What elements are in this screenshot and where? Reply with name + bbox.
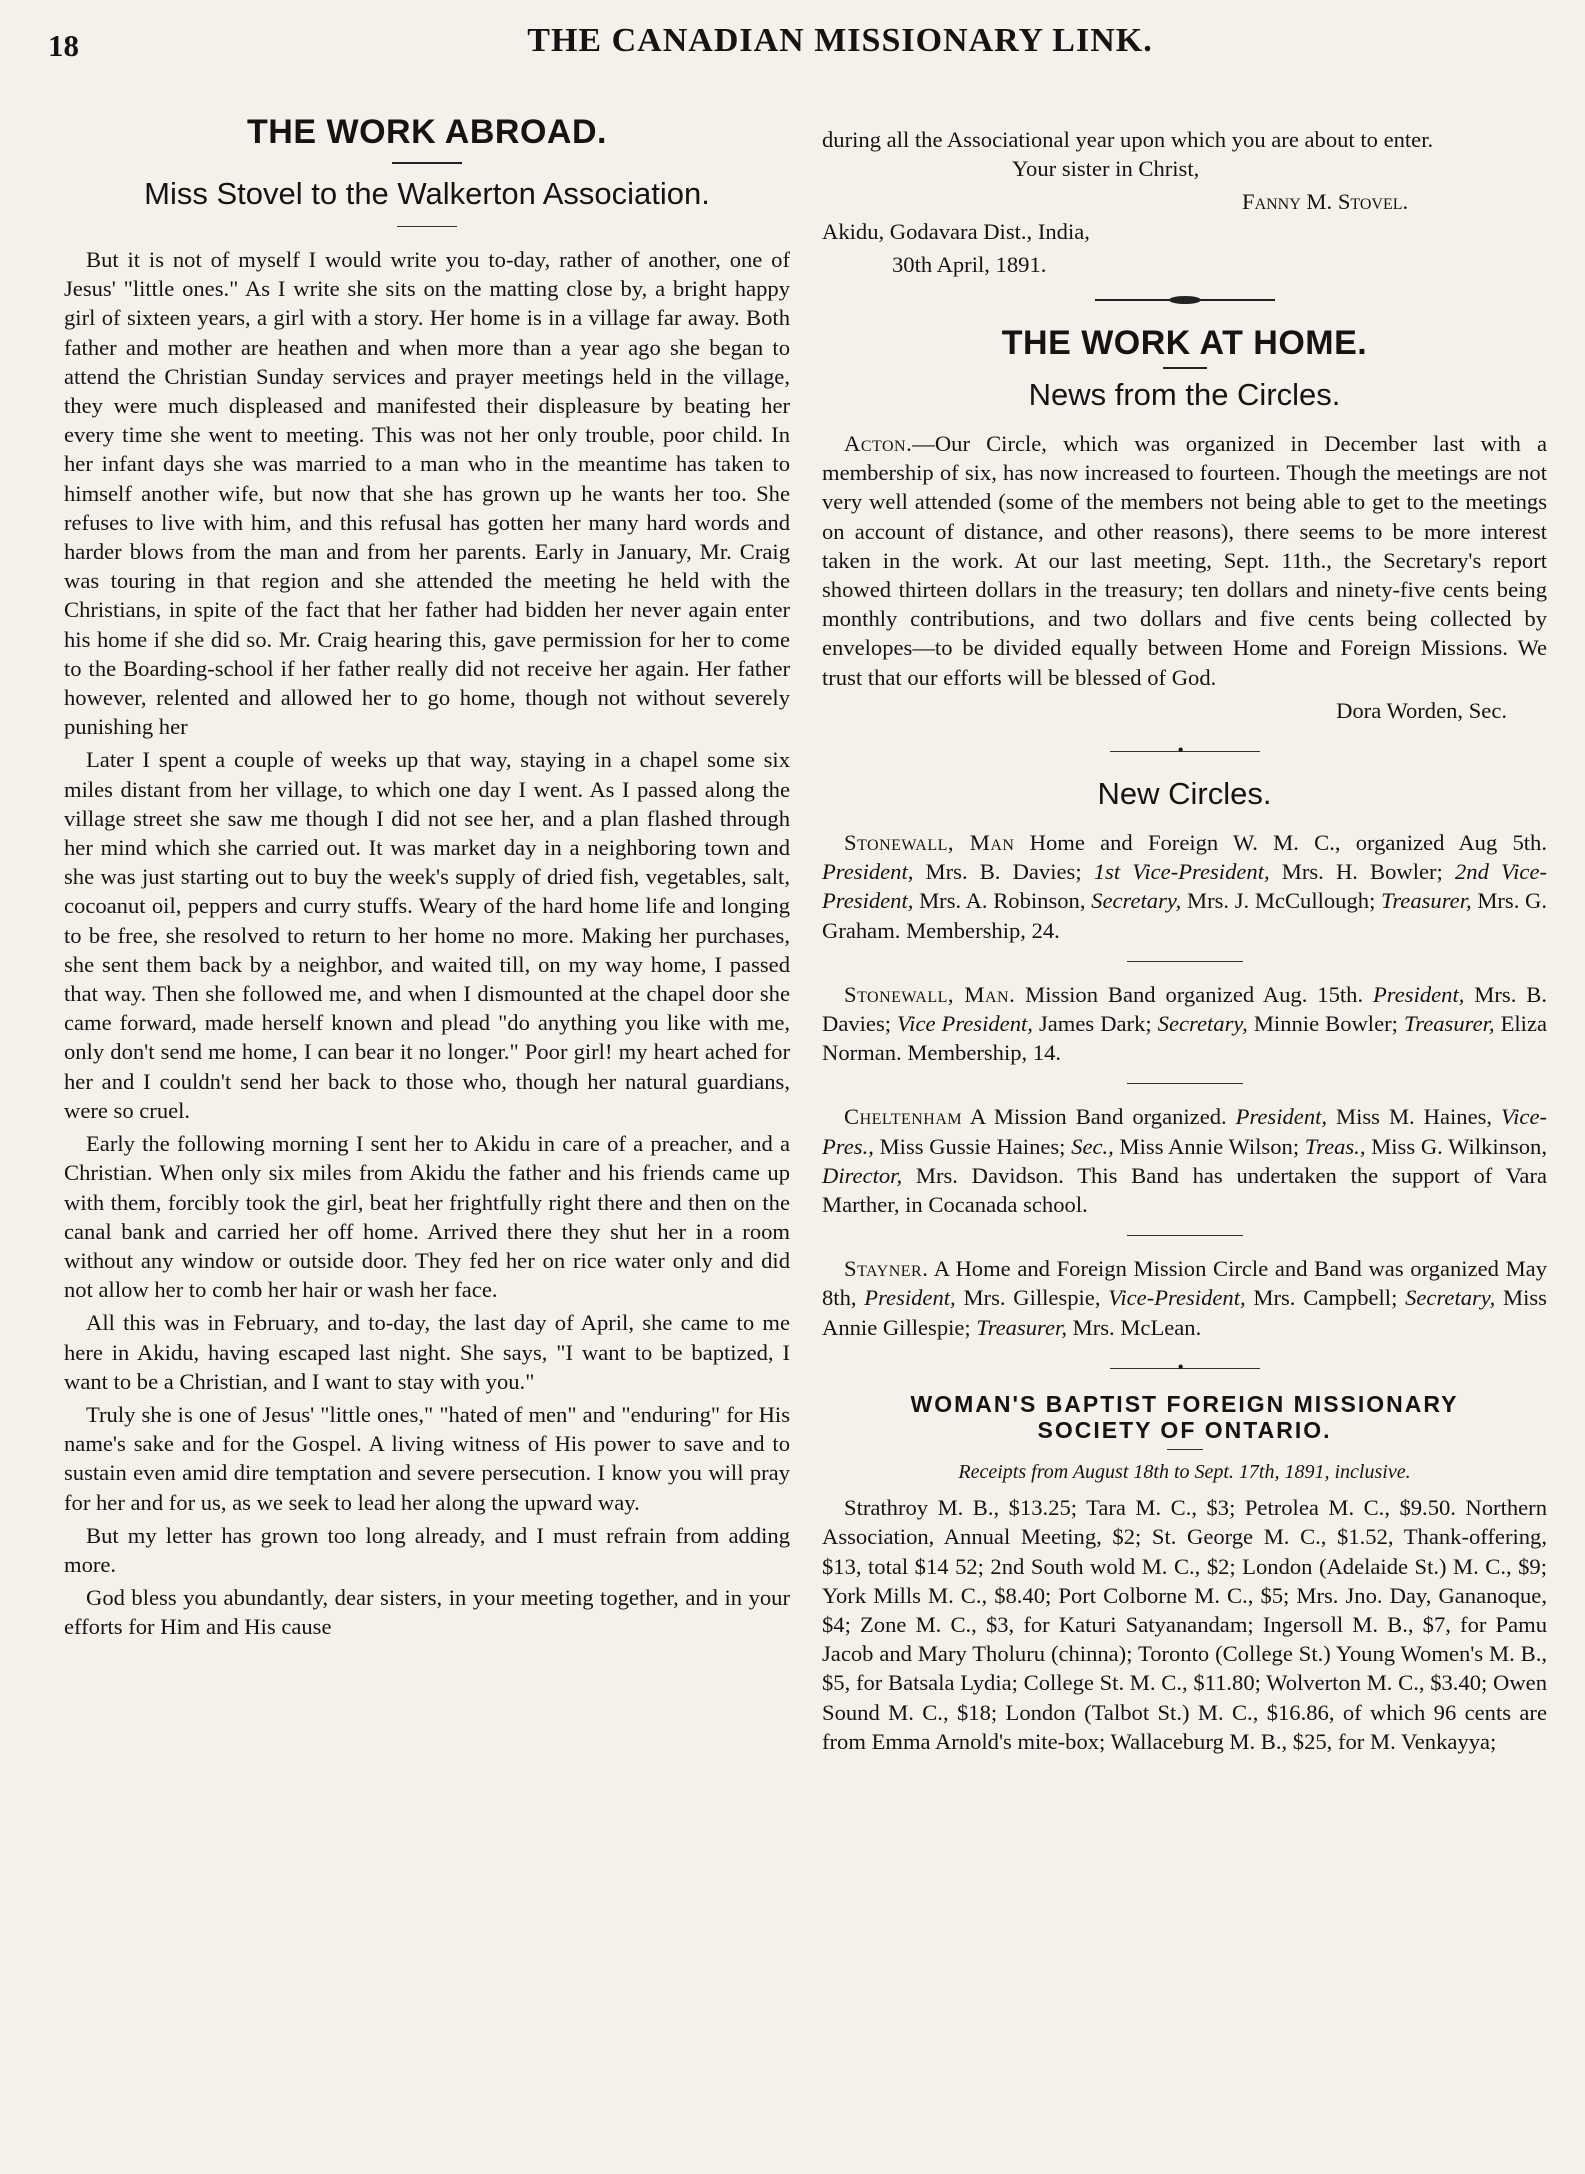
separator-rule: [1127, 1235, 1243, 1236]
officer-name: Mrs. Davidson. This Band has undertaken the support of Vara Marther, in Cocanada school.: [822, 1162, 1547, 1218]
officer-name: Miss G. Wilkinson,: [1365, 1133, 1547, 1159]
dateline-place: Akidu, Godavara Dist., India,: [822, 218, 1090, 244]
officer-name: Miss Annie Gillespie;: [822, 1285, 1547, 1340]
officer-name: Mrs. Campbell;: [1245, 1285, 1406, 1311]
office-title: Vice President,: [897, 1011, 1033, 1037]
circle-entry: [822, 1102, 1547, 1219]
paragraph: But it is not of myself I would write you to-day, rather of another, one of Jesus' "little ones." As I write she sits on the matting close by, a bright happy girl of sixteen years, a girl with a story. Her home is in a village far away. Both father and mother are heathen and when more than a year ago she began to attend the Christian Sunday services and prayer meetings held in the village, they were much displeased and manifested their displeasure by beating her every time she went to meeting. This was not her only trouble, poor child. In her infant days she was married to a man who in the meantime has taken to himself another wife, but now that she has grown up he wants her too. She refuses to live with him, and this refusal has gotten her many hard words and harder blows from the man and from her parents. Early in January, Mr. Craig was touring in that region and she attended the meeting he held with the Christians, in spite of the fact that her father had bidden her never again enter his home if she did so. Mr. Craig hearing this, gave permission for her to come to the Boarding-school if her father really did not receive her again. Her father however, relented and allowed her to go home, though not without severely punishing her: [64, 247, 790, 740]
society-heading: SOCIETY OF ONTARIO.: [1037, 1416, 1332, 1443]
entry-text: A Mission Band organized.: [962, 1104, 1236, 1130]
officer-name: Mrs. G. Graham. Membership, 24.: [822, 888, 1548, 943]
paragraph: God bless you abundantly, dear sisters, in your meeting together, and in your efforts for Him and His cause: [64, 1585, 790, 1640]
office-title: Treasurer,: [1381, 888, 1472, 914]
rule: [392, 162, 462, 164]
officer-name: Minnie Bowler;: [1247, 1011, 1404, 1037]
paragraph: All this was in February, and to-day, the last day of April, she came to me here in Akidu, having escaped last night. She says, "I want to be baptized, I want to be a Christian, and I want to stay with you.": [64, 1310, 790, 1394]
continuation-text: during all the Associational year upon which you are about to enter.: [822, 127, 1434, 152]
acton-report: [822, 429, 1547, 692]
society-heading: WOMAN'S BAPTIST FOREIGN MISSIONARY: [910, 1390, 1459, 1417]
ornament-rule: [1110, 1368, 1260, 1369]
entry-text: Mission Band organized Aug. 15th.: [1015, 981, 1373, 1007]
section-heading-work-at-home: THE WORK AT HOME.: [1001, 324, 1368, 363]
office-title: Director,: [822, 1162, 903, 1188]
right-column: [822, 125, 1547, 1756]
paragraph: Later I spent a couple of weeks up that way, staying in a chapel some six miles distant from her village, to which one day I went. As I passed along the village street she saw me though I did not see her, and a plan flashed through her mind which she carried out. It was market day in a neighboring town and she was just starting out to buy the week's supply of dried fish, vegetables, salt, cocoanut oil, peppers and curry stuffs. Weary of the hard home life and longing to be free, she resolved to return to her home no more. Making her purchases, she sent them back by a neighbor, and waited till, on my way home, I passed that way. Then she followed me, and when I dismounted at the chapel door she came forward, made herself known and plead "do anything you like with me, only don't send me home, I can bear it no longer." Poor girl! my heart ached for her and I couldn't send her back to those who, though her natural guardians, were so cruel.: [64, 747, 790, 1123]
office-title: Vice-President,: [1108, 1285, 1246, 1311]
place-name: Stayner.: [844, 1256, 929, 1282]
place-name: Acton.: [844, 431, 913, 457]
office-title: President,: [864, 1285, 956, 1311]
article-title: Miss Stovel to the Walkerton Association.: [144, 176, 710, 211]
closing-salutation: Your sister in Christ,: [1012, 156, 1200, 182]
office-title: 2nd Vice-President,: [822, 859, 1547, 914]
entry-text: Home and Foreign W. M. C., organized Aug 5th.: [1014, 830, 1548, 856]
subheading-news-from-circles: News from the Circles.: [1028, 377, 1341, 413]
place-name: Stonewall, Man: [844, 830, 1015, 856]
rule: [1167, 1449, 1203, 1450]
officer-name: Eliza Norman. Membership, 14.: [822, 1011, 1547, 1066]
separator-rule: [1127, 1083, 1243, 1084]
place-name: Cheltenham: [844, 1104, 963, 1130]
receipts-list: Strathroy M. B., $13.25; Tara M. C., $3; Petrolea M. C., $9.50. Northern Association, Annual Meeting, $2; St. George M. C., $1.52, Thank-offering, $13, total $14 52; 2nd South wold M. C., $2; London (Adelaide St.) M. C., $9; York Mills M. C., $8.40; Port Colborne M. C., $5; Mrs. Jno. Day, Gananoque, $4; Zone M. C., $3, for Katuri Satyanandam; Ingersoll M. B., $7, for Pamu Jacob and Mary Tholuru (chinna); Toronto (College St.) Young Women's M. B., $5, for Batsala Lydia; College St. M. C., $11.80; Wolverton M. C., $3.40; Owen Sound M. C., $18; London (Talbot St.) M. C., $16.86, of which 96 cents are from Emma Arnold's mite-box; Wallaceburg M. B., $25, for M. Venkayya;: [822, 1495, 1547, 1754]
office-title: President,: [1373, 981, 1465, 1007]
subheading-new-circles: New Circles.: [1097, 776, 1272, 812]
report-signature: Dora Worden, Sec.: [1336, 697, 1507, 723]
office-title: 1st Vice-President,: [1093, 859, 1270, 885]
circle-entry: [822, 980, 1547, 1068]
receipts-subtitle: Receipts from August 18th to Sept. 17th, 1891, inclusive.: [958, 1460, 1411, 1483]
ornament-rule: [1110, 751, 1260, 752]
officer-name: Mrs. J. McCullough;: [1181, 888, 1382, 914]
report-text: —Our Circle, which was organized in December last with a membership of six, has now increased to fourteen. Though the meetings are not very well attended (some of the members not being able to get to the meetings on account of distance, and other reasons), there seems to be more interest taken in the work. At our last meeting, Sept. 11th., the Secretary's report showed thirteen dollars in the treasury; ten dollars and ninety-five cents being monthly contributions, and two dollars and five cents being collected by envelopes—to be divided equally between Home and Foreign Missions. We trust that our efforts will be blessed of God.: [822, 431, 1547, 690]
office-title: Secretary,: [1405, 1285, 1496, 1311]
section-heading-work-abroad: THE WORK ABROAD.: [247, 113, 607, 151]
page-number: 18: [48, 28, 79, 63]
office-title: Secretary,: [1157, 1011, 1248, 1037]
circle-entry: [822, 828, 1547, 945]
dateline: [822, 217, 1547, 279]
office-title: Secretary,: [1091, 888, 1182, 914]
left-column: [64, 112, 790, 1642]
rule: [397, 226, 457, 227]
office-title: Sec.,: [1071, 1133, 1114, 1159]
officer-name: Mrs. B. Davies;: [822, 981, 1547, 1037]
officer-name: Miss Gussie Haines;: [873, 1133, 1072, 1159]
officer-name: Mrs. A. Robinson,: [913, 888, 1092, 914]
office-title: Treasurer,: [1403, 1011, 1495, 1037]
running-header: THE CANADIAN MISSIONARY LINK.: [527, 22, 1153, 59]
office-title: President,: [1235, 1104, 1328, 1130]
officer-name: Miss Annie Wilson;: [1113, 1133, 1305, 1159]
officer-name: Mrs. McLean.: [1066, 1314, 1202, 1340]
officer-name: Mrs. B. Davies;: [913, 859, 1094, 885]
ornament-rule: [1095, 299, 1275, 301]
officer-name: Miss M. Haines,: [1327, 1104, 1502, 1130]
officer-name: Mrs. Gillespie,: [955, 1285, 1109, 1311]
letter-closing: [822, 154, 1547, 216]
office-title: President,: [822, 859, 914, 885]
signature: Fanny M. Stovel.: [1242, 189, 1409, 215]
circle-entry: [822, 1254, 1547, 1342]
separator-rule: [1127, 961, 1243, 962]
officer-name: James Dark;: [1032, 1011, 1158, 1037]
dateline-date: 30th April, 1891.: [892, 251, 1047, 277]
office-title: Treas.,: [1304, 1133, 1366, 1159]
officer-name: Mrs. H. Bowler;: [1269, 859, 1455, 885]
paragraph: Early the following morning I sent her to Akidu in care of a preacher, and a Christian. When only six miles from Akidu the father and his friends came up with them, forcibly took the girl, beat her frightfully right there and then on the canal bank and carried her off home. Arrived there they shut her in a room without any window or outside door. They fed her on rice water only and did not allow her to comb her hair or wash her face.: [64, 1131, 790, 1303]
entry-text: A Home and Foreign Mission Circle and Band was organized May 8th,: [822, 1256, 1547, 1311]
place-name: Stonewall, Man.: [844, 981, 1016, 1007]
office-title: Vice-Pres.,: [822, 1104, 1547, 1159]
paragraph: But my letter has grown too long already, and I must refrain from adding more.: [64, 1522, 790, 1577]
paragraph: Truly she is one of Jesus' "little ones," "hated of men" and "enduring" for His name's sake and for the Gospel. A living witness of His power to save and to sustain even amid dire temptation and severe persecution. I know you will pray for her and for us, as we seek to lead her along the upward way.: [64, 1401, 790, 1515]
rule: [1163, 367, 1207, 369]
office-title: Treasurer,: [976, 1314, 1067, 1340]
